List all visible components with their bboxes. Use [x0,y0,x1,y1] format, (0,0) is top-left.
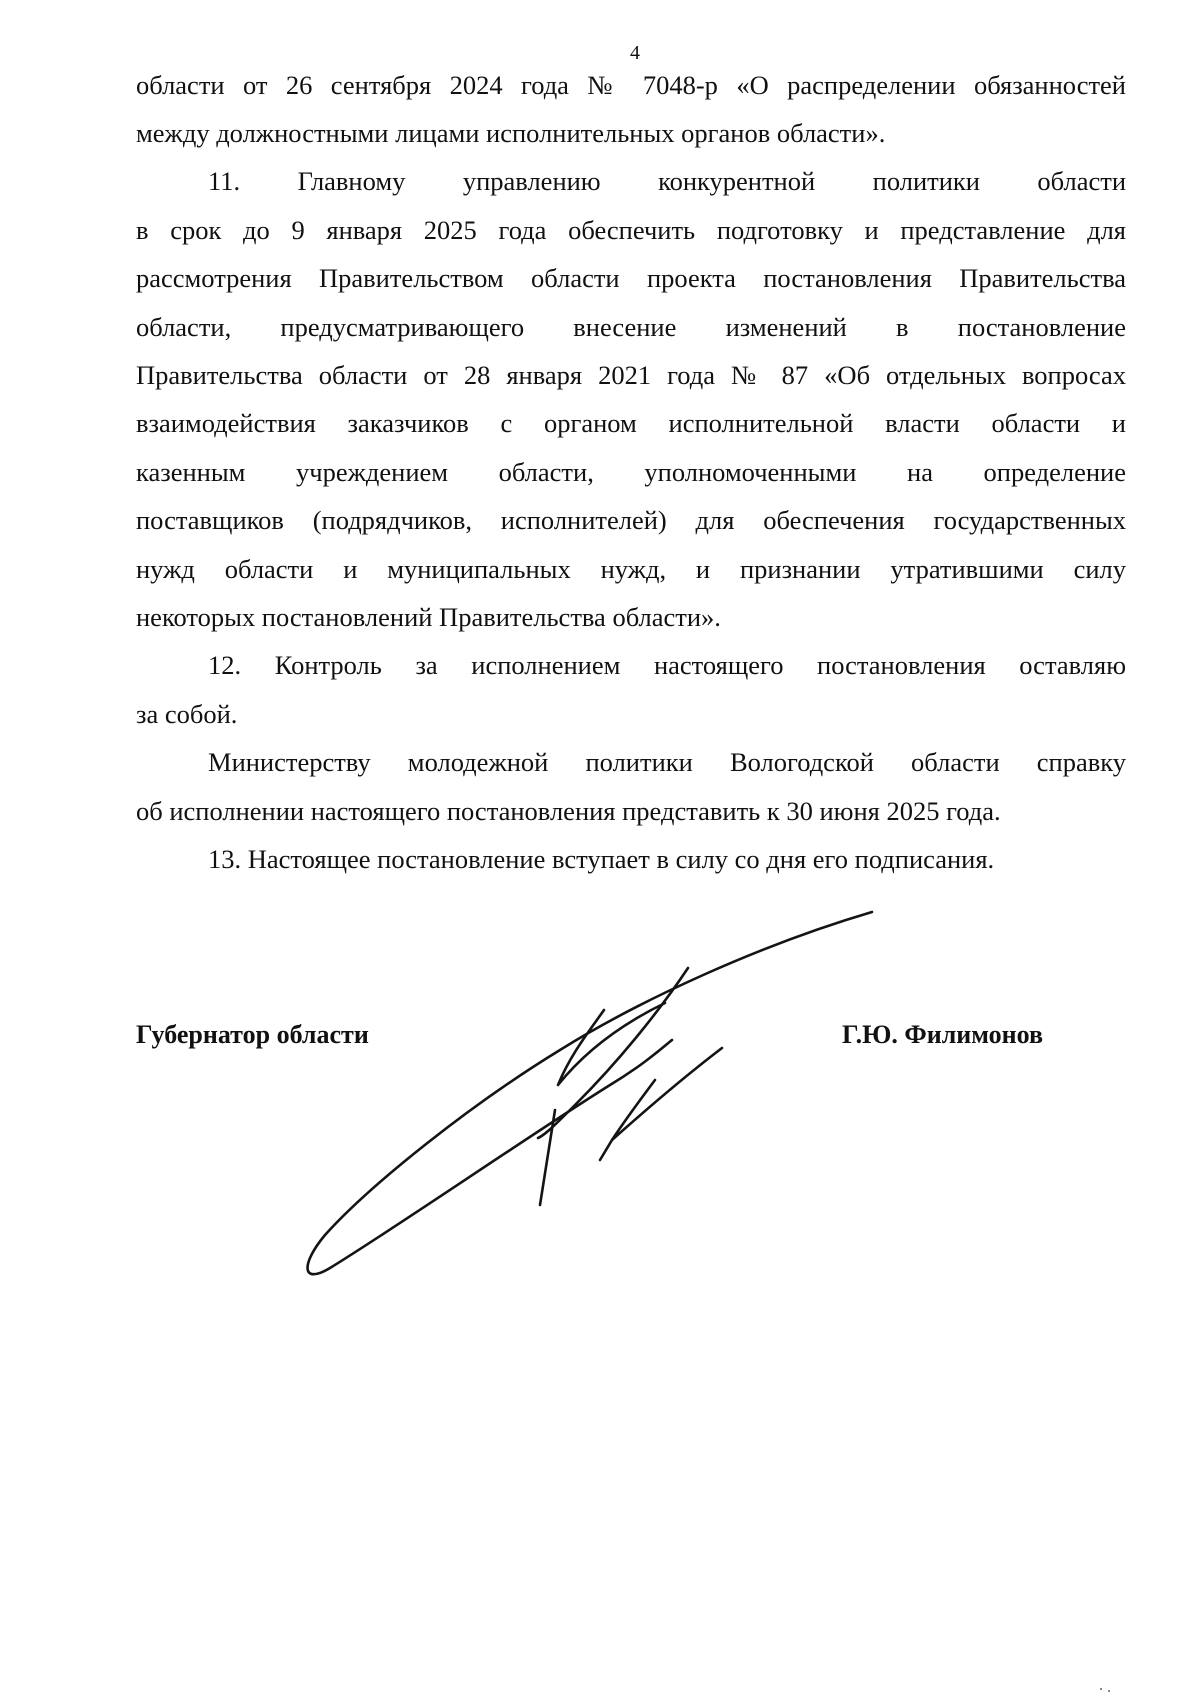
signatory-name: Г.Ю. Филимонов [842,1020,1044,1049]
text-line: казенным учреждением области, уполномоченными на определение [136,457,1126,487]
paragraph-12-start: 12. Контроль за исполнением настоящего постановления оставляю [208,650,1126,680]
text-line: об исполнении настоящего постановления представить к 30 июня 2025 года. [136,796,1001,826]
text-line: за собой. [136,699,238,729]
text-line: рассмотрения Правительством области проекта постановления Правительства [136,263,1126,293]
text-line: области от 26 сентября 2024 года № 7048-р «О распределении обязанностей [136,70,1126,100]
text-line: в срок до 9 января 2025 года обеспечить подготовку и представление для [136,215,1126,245]
scan-speck [1108,1690,1110,1692]
paragraph-ministry-start: Министерству молодежной политики Вологодской области справку [208,747,1126,777]
text-line: взаимодействия заказчиков с органом исполнительной власти области и [136,408,1126,438]
signatory-position: Губернатор области [136,1020,369,1049]
page-number: 4 [630,42,640,64]
text-line: поставщиков (подрядчиков, исполнителей) для обеспечения государственных [136,505,1126,535]
paragraph-11-start: 11. Главному управлению конкурентной политики области [208,166,1126,196]
paragraph-13: 13. Настоящее постановление вступает в силу со дня его подписания. [208,844,995,874]
text-line: нужд области и муниципальных нужд, и признании утратившими силу [136,554,1126,584]
text-line: между должностными лицами исполнительных органов области». [136,118,886,148]
scan-speck [1100,1688,1102,1690]
text-line: некоторых постановлений Правительства области». [136,602,721,632]
text-line: области, предусматривающего внесение изменений в постановление [136,312,1126,342]
text-line: Правительства области от 28 января 2021 года № 87 «Об отдельных вопросах [136,360,1126,390]
